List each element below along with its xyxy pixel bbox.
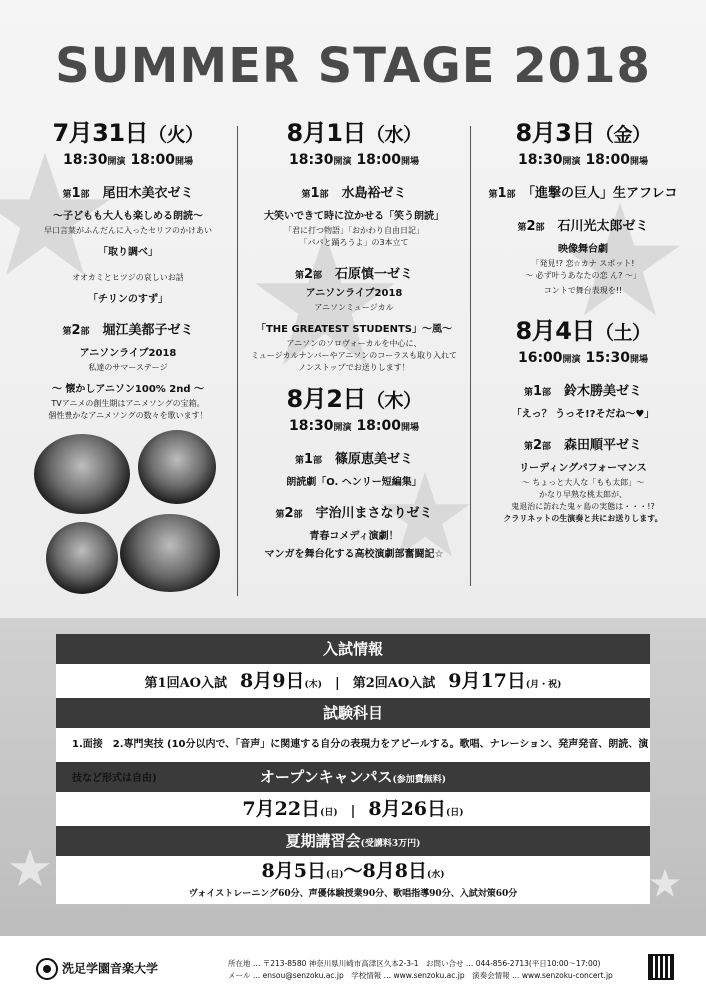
program-title: アニソンライブ2018 [79,348,177,359]
open-campus-dates: 7月22日(日) | 8月26日(日) [56,792,650,826]
photo [46,522,118,594]
day-date: 8月4日（土） [515,317,651,345]
day-date: 7月31日（火） [52,119,204,147]
part-1: 第1部 「進撃の巨人」生アフレコ [488,186,678,201]
program-desc: 〜 必ず叶うあなたの恋 ん? 〜」 [525,271,641,280]
subjects-text: 1.面接 2.専門実技 (10分以内で、「音声」に関連する自分の表現力をアピールする。歌唱、ナレーション、発声発音、朗読、演技など形式は自由) [56,728,650,762]
footer [0,936,706,1000]
info-section [0,618,706,936]
program-desc: ミュージカルナンバーやアニソンのコーラスも取り入れて [250,351,458,360]
day-date: 8月3日（金） [515,119,651,147]
qr-code-icon [648,954,674,980]
subjects-header: 試験科目 [56,698,650,728]
day-time: 18:30開演 18:00開場 [288,418,420,434]
program-title: アニソンライブ2018 [305,288,403,299]
day-july-31 [22,118,234,422]
program-desc: アニソンのソロヴォーカルを中心に、 [286,339,422,348]
star-icon [650,868,680,898]
divider [237,126,238,596]
contact-info [228,958,613,982]
program-desc: 私達のサマーステージ [88,363,168,372]
program-desc: ノンストップでお送りします！ [298,363,410,372]
day-aug-1 [240,118,468,374]
divider [470,126,471,586]
program-work: 「THE GREATEST STUDENTS」〜風〜 [255,324,453,335]
summer-course-dates: 8月5日(日)〜8月8日(水) ヴォイストレーニング60分、声優体験授業90分、歌唱指導90分、入試対策60分 [56,856,650,904]
program-title: 映像舞台劇 [558,244,608,255]
part-1: 第1部 尾田木美衣ゼミ [62,186,194,201]
admission-header: 入試情報 [56,634,650,664]
program-desc: 〜 ちょっと大人な「もも太郎」〜 [521,478,645,487]
day-date: 8月2日（木） [286,385,422,413]
program-desc: クラリネットの生演奏と共にお送りします。 [503,514,663,523]
program-work: 「取り調べ」 [98,247,158,258]
part-1: 第1部 水島裕ゼミ [301,186,407,201]
program-title: 「えっ？ うっそ!?そだね〜♥」 [511,409,655,420]
program-title: 朗読劇「O. ヘンリー短編集」 [286,477,422,488]
part-1: 第1部 篠原恵美ゼミ [294,452,414,467]
admission-dates: 第1回AO入試 8月9日(木) | 第2回AO入試 9月17日(月・祝) [56,664,650,698]
photo [34,434,130,514]
program-desc: オオカミとヒツジの哀しいお話 [72,273,184,282]
program-desc: 鬼退治に訪れた鬼ヶ島の実態は・・・!? [511,502,655,511]
photo [138,430,216,504]
admission-box [56,634,650,904]
day-time: 16:00開演 15:30開場 [517,350,649,366]
part-2: 第2部 石原慎一ゼミ [294,267,414,282]
program-desc: コントで舞台表現を!! [543,286,623,295]
program-desc: マンガを舞台化する高校演劇部奮闘記☆ [264,549,444,560]
program-title: 大笑いできて時に泣かせる「笑う朗読」 [264,211,444,222]
program-title: 〜子どもも大人も楽しめる朗読〜 [53,211,203,222]
program-desc: アニソンミュージカル [314,303,394,312]
contacts: メール … ensou@senzoku.ac.jp 学校情報 … www.senzoku.ac.jp 演奏会情報 … www.senzoku-concert.jp [228,971,613,980]
day-aug-2 [240,384,468,560]
open-campus-header: オープンキャンパス(参加費無料) [56,762,650,792]
part-2: 第2部 宇治川まさなりゼミ [275,506,433,521]
program-desc: 早口言葉がふんだんに入ったセリフのかけあい [44,226,212,235]
star-icon [10,848,50,888]
part-1: 第1部 鈴木勝美ゼミ [523,384,643,399]
program-work: 「チリンのすず」 [87,294,169,305]
summer-course-header: 夏期講習会(受講料3万円) [56,826,650,856]
part-2: 第2部 森田順平ゼミ [523,438,643,453]
poster-title: SUMMER STAGE 2018 [55,38,651,94]
day-time: 18:30開演 18:00開場 [62,152,194,168]
program-work: 〜 懐かしアニソン100% 2nd 〜 [51,384,205,395]
program-desc: 「発見!? 恋☆カナ スポット! [531,259,635,268]
day-time: 18:30開演 18:00開場 [517,152,649,168]
day-aug-3 [472,118,694,297]
logo-icon [36,958,58,980]
summer-course-desc: ヴォイストレーニング60分、声優体験授業90分、歌唱指導90分、入試対策60分 [188,889,518,899]
performance-photos [28,430,228,600]
day-aug-4 [472,316,694,525]
program-title: リーディングパフォーマンス [519,463,647,474]
program-desc: 「君に打つ物語」「おかわり自由日記」 [284,226,424,235]
program-desc: かなり早熟な桃太郎が、 [539,490,627,499]
part-2: 第2部 堀江美都子ゼミ [62,323,194,338]
program-desc: 「パパと踊ろうよ」の3本立て [299,238,409,247]
program-desc: TVアニメの創生期はアニメソングの宝箱。 [51,399,205,408]
program-desc: 個性豊かなアニメソングの数々を歌います！ [48,411,208,420]
program-title: 青春コメディ演劇！ [309,531,399,542]
day-date: 8月1日（水） [286,119,422,147]
part-2: 第2部 石川光太郎ゼミ [517,219,649,234]
school-logo: 洗足学園音楽大学 [36,958,158,980]
address: 所在地 … 〒213-8580 神奈川県川崎市高津区久本2-3-1 お問い合せ … 044-856-2713(平日10:00〜17:00) [228,959,601,968]
day-time: 18:30開演 18:00開場 [288,152,420,168]
photo [120,514,220,592]
